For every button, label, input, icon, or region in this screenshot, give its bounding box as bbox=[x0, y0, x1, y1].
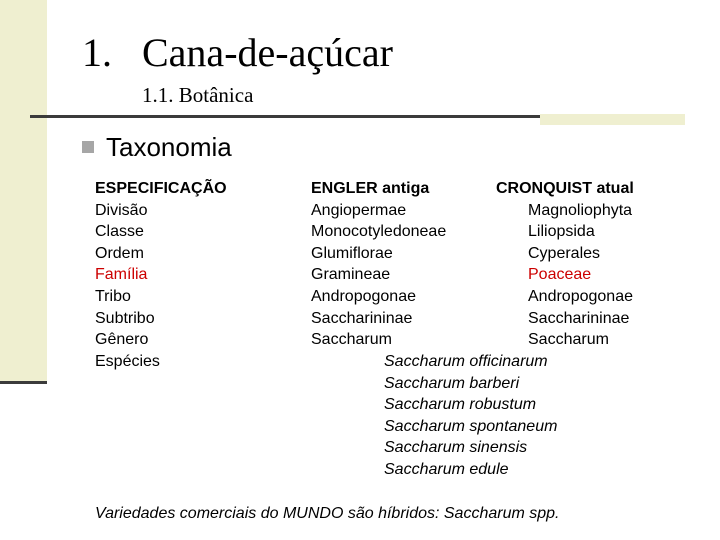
engler-cell: Glumiflorae bbox=[311, 244, 393, 262]
engler-cell: Saccharininae bbox=[311, 309, 413, 327]
species-list bbox=[384, 351, 557, 481]
species-item: Saccharum robustum bbox=[384, 396, 537, 414]
bullet-item bbox=[82, 132, 232, 162]
engler-cell: Angiopermae bbox=[311, 201, 407, 219]
species-item: Saccharum spontaneum bbox=[384, 417, 558, 435]
rank-cell: Espécies bbox=[95, 352, 160, 370]
cronquist-cell-highlight: Poaceae bbox=[528, 266, 592, 284]
cronquist-cell: Magnoliophyta bbox=[528, 201, 633, 219]
engler-cell: Andropogonae bbox=[311, 287, 416, 305]
cronquist-cell: Liliopsida bbox=[528, 223, 595, 241]
cronquist-cell: Saccharininae bbox=[528, 309, 630, 327]
rank-cell-highlight: Família bbox=[95, 266, 148, 284]
footnote: Variedades comerciais do MUNDO são híbridos: Saccharum spp. bbox=[95, 505, 560, 522]
rank-cell: Gênero bbox=[95, 331, 149, 349]
species-item: Saccharum barberi bbox=[384, 374, 520, 392]
slide-subtitle: 1.1. Botânica bbox=[142, 83, 254, 107]
left-bar-rule bbox=[0, 381, 47, 384]
species-item: Saccharum sinensis bbox=[384, 439, 528, 457]
engler-cell: Monocotyledoneae bbox=[311, 223, 447, 241]
engler-cell: Gramineae bbox=[311, 266, 391, 284]
cronquist-cell: Saccharum bbox=[528, 331, 609, 349]
rank-cell: Ordem bbox=[95, 244, 144, 262]
left-decorative-bar bbox=[0, 0, 47, 383]
rank-cell: Subtribo bbox=[95, 309, 155, 327]
title-number: 1. bbox=[82, 30, 112, 75]
cronquist-column bbox=[528, 178, 633, 351]
engler-header: ENGLER antiga bbox=[311, 180, 430, 197]
cronquist-cell: Cyperales bbox=[528, 244, 601, 262]
square-bullet-icon bbox=[82, 141, 94, 153]
ranks-header: ESPECIFICAÇÃO bbox=[95, 180, 227, 197]
cronquist-header-spacer bbox=[528, 178, 633, 200]
cronquist-header: CRONQUIST atual bbox=[496, 180, 634, 197]
ranks-column bbox=[95, 178, 227, 372]
species-item: Saccharum edule bbox=[384, 460, 509, 478]
title-text: Cana-de-açúcar bbox=[142, 30, 393, 75]
bullet-heading: Taxonomia bbox=[106, 132, 232, 162]
slide-title bbox=[82, 30, 393, 76]
engler-column bbox=[311, 178, 446, 351]
rank-cell: Classe bbox=[95, 223, 144, 241]
species-item: Saccharum officinarum bbox=[384, 353, 548, 370]
cronquist-cell: Andropogonae bbox=[528, 287, 633, 305]
rank-cell: Divisão bbox=[95, 201, 148, 219]
title-divider-accent bbox=[540, 114, 685, 125]
title-divider bbox=[30, 115, 540, 118]
rank-cell: Tribo bbox=[95, 287, 131, 305]
engler-cell: Saccharum bbox=[311, 331, 392, 349]
